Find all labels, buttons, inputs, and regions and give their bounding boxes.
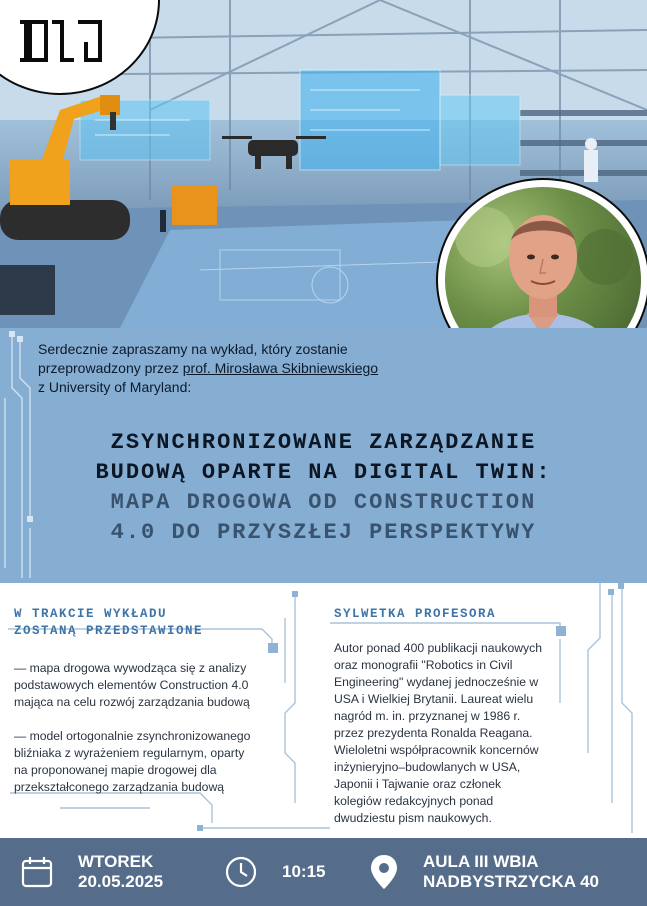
lecture-topic-item	[14, 660, 284, 711]
profile-line: nagród m. in. przyznanej w 1986 r.	[334, 709, 521, 723]
calendar-icon	[20, 855, 54, 889]
intro-line: Serdecznie zapraszamy na wykład, który zostanie	[38, 341, 348, 357]
intro-section	[0, 328, 647, 583]
lecture-topic-line: przekształconego zarządzania budową	[14, 780, 225, 794]
event-details-footer	[0, 838, 647, 906]
professor-photo	[445, 187, 641, 328]
profile-text	[334, 640, 594, 827]
event-time-value: 10:15	[282, 862, 326, 881]
event-date-value: 20.05.2025	[78, 872, 164, 891]
lecture-title-line: BUDOWĄ OPARTE NA DIGITAL TWIN:	[95, 460, 552, 485]
profile-line: inżynieryjno–budowlanych w USA,	[334, 760, 521, 774]
profile-line: USA i Wielkiej Brytanii. Laureat wielu	[334, 692, 534, 706]
intro-line	[38, 359, 468, 378]
event-day: WTOREK	[78, 852, 154, 871]
profile-line: Wieloletni współpracownik koncernów	[334, 743, 539, 757]
lecture-title	[20, 428, 627, 548]
profile-line: oraz monografii "Robotics in Civil	[334, 658, 513, 672]
lecture-subtitle-line: MAPA DROGOWA OD CONSTRUCTION	[110, 490, 537, 515]
event-venue	[370, 838, 599, 906]
lecture-topic-line: — mapa drogowa wywodząca się z analizy	[14, 661, 247, 675]
lecture-topic-line: podstawowych elementów Construction 4.0	[14, 678, 249, 692]
lecture-subtitle-line: 4.0 DO PRZYSZŁEJ PERSPEKTYWY	[110, 520, 537, 545]
profile-line: dwudziestu pism naukowych.	[334, 811, 492, 825]
professor-link[interactable]: prof. Mirosława Skibniewskiego	[182, 360, 379, 376]
lecture-topic-line: mająca na celu rozwój zarządzania budową	[14, 695, 250, 709]
lecture-topics-heading-line: W TRAKCIE WYKŁADU	[14, 607, 168, 621]
lecture-topic-line: — model ortogonalnie zsynchronizowanego	[14, 729, 251, 743]
event-time	[224, 838, 325, 906]
lecture-topic-line: bliźniaka z wyrażeniem regularnym, oparty	[14, 746, 245, 760]
intro-line: z University of Maryland:	[38, 379, 192, 395]
location-pin-icon	[370, 854, 398, 890]
profile-heading-line: SYLWETKA PROFESORA	[334, 607, 497, 621]
lecture-topics-heading-line: ZOSTANĄ PRZEDSTAWIONE	[14, 624, 204, 638]
profile-line: Autor ponad 400 publikacji naukowych	[334, 641, 543, 655]
event-date-text	[78, 852, 163, 892]
event-venue-text	[423, 852, 599, 892]
lecture-topic-item	[14, 728, 284, 796]
profile-line: Engineering" wydanej jednocześnie w	[334, 675, 539, 689]
event-venue-line: AULA III WBIA	[423, 852, 539, 871]
institution-logo	[16, 18, 106, 64]
profile-line: przez prezydenta Ronalda Reagana.	[334, 726, 533, 740]
profile-line: kolegiów redakcyjnych ponad	[334, 794, 494, 808]
event-venue-line: NADBYSTRZYCKA 40	[423, 872, 600, 891]
profile-heading	[334, 606, 496, 623]
clock-icon	[224, 855, 258, 889]
event-time-text	[282, 862, 325, 882]
lecture-title-line: ZSYNCHRONIZOWANE ZARZĄDZANIE	[110, 430, 537, 455]
intro-text	[38, 340, 468, 397]
hero-illustration	[0, 0, 647, 328]
lecture-topics-list	[14, 660, 284, 796]
lecture-topic-line: na proponowanej mapie drogowej dla	[14, 763, 217, 777]
intro-line-prefix: przeprowadzony przez	[38, 360, 183, 376]
event-date	[20, 838, 163, 906]
lecture-topics-heading	[14, 606, 203, 640]
profile-line: Japonii i Tajwanie oraz członek	[334, 777, 502, 791]
